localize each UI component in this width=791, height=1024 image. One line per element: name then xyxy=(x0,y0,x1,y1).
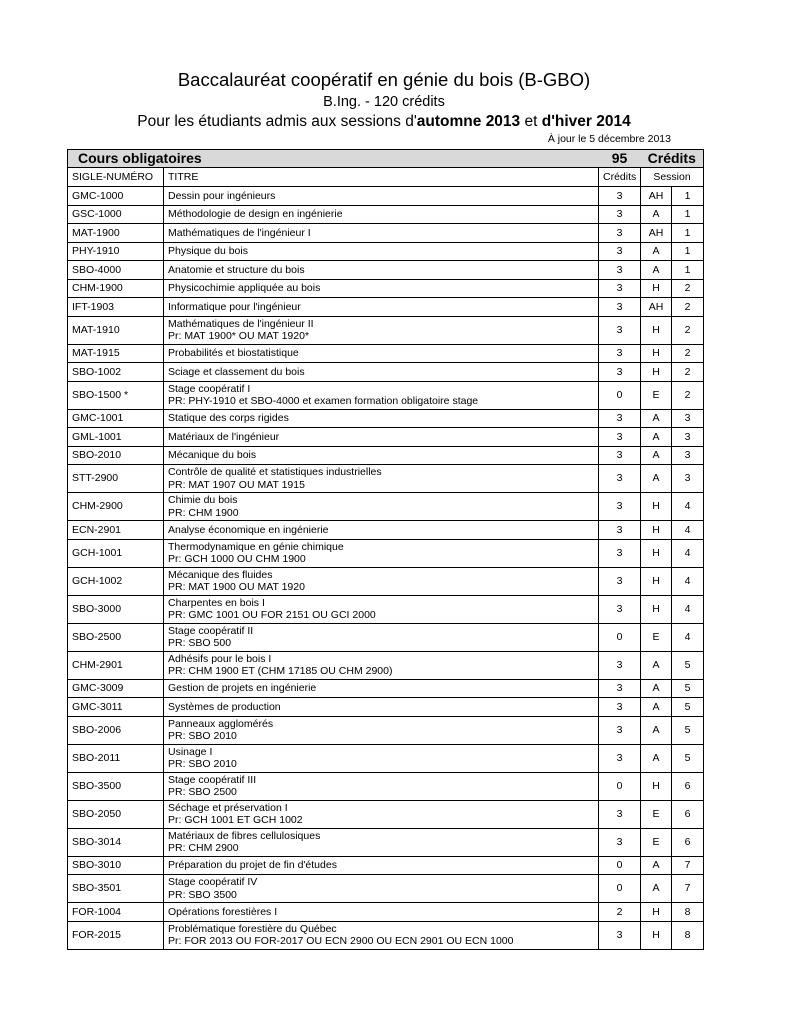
table-row xyxy=(68,298,704,317)
course-prerequisite: Pr: MAT 1900* OU MAT 1920* xyxy=(168,330,310,342)
course-session: H xyxy=(641,921,672,949)
page-subtitle: B.Ing. - 120 crédits xyxy=(323,94,445,110)
course-title: Préparation du projet de fin d'études xyxy=(168,859,337,871)
admission-winter: d'hiver 2014 xyxy=(541,113,631,130)
course-title: Opérations forestières I xyxy=(168,905,278,918)
course-credits: 3 xyxy=(599,521,641,540)
course-credits: 3 xyxy=(599,261,641,280)
course-sigle: GMC-3009 xyxy=(68,679,164,698)
admission-and: et xyxy=(520,113,542,130)
course-title: Physicochimie appliquée au bois xyxy=(168,282,321,294)
course-title: Analyse économique en ingénierie xyxy=(168,523,329,536)
course-title-cell xyxy=(164,856,599,875)
course-title-cell xyxy=(164,242,599,261)
course-sigle: SBO-3014 xyxy=(68,828,164,856)
course-credits: 0 xyxy=(599,875,641,903)
course-title: Probabilités et biostatistique xyxy=(168,347,299,359)
course-title-cell xyxy=(164,363,599,382)
course-title: Stage coopératif III xyxy=(168,773,257,786)
table-row xyxy=(68,856,704,875)
course-title-cell xyxy=(164,716,599,744)
course-term: 5 xyxy=(672,744,704,772)
course-session: A xyxy=(641,242,672,261)
course-title-cell xyxy=(164,344,599,363)
course-prerequisite: PR: CHM 1900 ET (CHM 17185 OU CHM 2900) xyxy=(168,665,393,677)
table-row xyxy=(68,921,704,949)
course-session: E xyxy=(641,800,672,828)
course-sigle: SBO-2010 xyxy=(68,446,164,465)
table-row xyxy=(68,363,704,382)
course-prerequisite: PR: CHM 1900 xyxy=(168,506,239,519)
course-term: 8 xyxy=(672,903,704,922)
course-sigle: GMC-1001 xyxy=(68,409,164,428)
course-session: A xyxy=(641,744,672,772)
table-row xyxy=(68,409,704,428)
course-sigle: GCH-1001 xyxy=(68,539,164,567)
course-sigle: FOR-1004 xyxy=(68,903,164,922)
course-session: H xyxy=(641,772,672,800)
course-title: Systèmes de production xyxy=(168,700,281,713)
course-credits: 3 xyxy=(599,493,641,521)
course-sigle: SBO-3000 xyxy=(68,595,164,623)
course-session: A xyxy=(641,875,672,903)
table-row xyxy=(68,316,704,344)
course-sigle: GMC-1000 xyxy=(68,187,164,206)
course-session: A xyxy=(641,409,672,428)
course-title: Matériaux de l'ingénieur xyxy=(168,430,280,443)
table-row xyxy=(68,623,704,651)
course-title-cell xyxy=(164,187,599,206)
course-prerequisite: PR: MAT 1900 OU MAT 1920 xyxy=(168,581,305,593)
course-credits: 3 xyxy=(599,744,641,772)
table-row xyxy=(68,800,704,828)
course-term: 1 xyxy=(672,187,704,206)
course-credits: 3 xyxy=(599,828,641,856)
course-sigle: MAT-1910 xyxy=(68,316,164,344)
course-credits: 3 xyxy=(599,409,641,428)
course-title: Contrôle de qualité et statistiques industrielles xyxy=(168,466,382,478)
course-sigle: MAT-1915 xyxy=(68,344,164,363)
table-row xyxy=(68,539,704,567)
course-title: Physique du bois xyxy=(168,245,248,257)
course-title-cell xyxy=(164,409,599,428)
course-title: Stage coopératif IV xyxy=(168,876,258,888)
course-term: 4 xyxy=(672,493,704,521)
section-title: Cours obligatoires xyxy=(68,150,599,168)
table-row xyxy=(68,381,704,409)
course-title: Adhésifs pour le bois I xyxy=(168,652,272,665)
table-row xyxy=(68,744,704,772)
table-row xyxy=(68,242,704,261)
course-credits: 3 xyxy=(599,279,641,298)
course-title-cell xyxy=(164,298,599,317)
course-sigle: MAT-1900 xyxy=(68,224,164,243)
course-credits: 3 xyxy=(599,651,641,679)
course-title: Charpentes en bois I xyxy=(168,596,265,609)
course-prerequisite: Pr: GCH 1000 OU CHM 1900 xyxy=(168,553,306,565)
course-title-cell xyxy=(164,205,599,224)
course-title: Mécanique du bois xyxy=(168,449,257,461)
course-title-cell xyxy=(164,698,599,717)
course-term: 5 xyxy=(672,716,704,744)
course-credits: 3 xyxy=(599,465,641,493)
course-title-cell xyxy=(164,875,599,903)
course-title: Problématique forestière du Québec xyxy=(168,922,337,935)
course-credits: 3 xyxy=(599,921,641,949)
table-row xyxy=(68,521,704,540)
course-term: 5 xyxy=(672,698,704,717)
course-term: 2 xyxy=(672,344,704,363)
course-term: 8 xyxy=(672,921,704,949)
course-term: 6 xyxy=(672,800,704,828)
course-session: E xyxy=(641,381,672,409)
table-row xyxy=(68,698,704,717)
course-title: Panneaux agglomérés xyxy=(168,717,274,730)
course-credits: 3 xyxy=(599,242,641,261)
course-session: H xyxy=(641,521,672,540)
course-title: Sciage et classement du bois xyxy=(168,365,305,378)
course-session: H xyxy=(641,316,672,344)
course-credits: 3 xyxy=(599,316,641,344)
table-row xyxy=(68,567,704,595)
table-row xyxy=(68,828,704,856)
course-credits: 3 xyxy=(599,567,641,595)
course-credits: 0 xyxy=(599,856,641,875)
course-title: Dessin pour ingénieurs xyxy=(168,189,276,202)
table-row xyxy=(68,428,704,447)
page-title: Baccalauréat coopératif en génie du bois (B-GBO) xyxy=(177,69,591,90)
course-session: H xyxy=(641,363,672,382)
table-row xyxy=(68,903,704,922)
course-prerequisite: PR: CHM 2900 xyxy=(168,842,239,854)
course-sigle: SBO-4000 xyxy=(68,261,164,280)
course-session: A xyxy=(641,716,672,744)
table-row xyxy=(68,344,704,363)
course-term: 6 xyxy=(672,828,704,856)
course-term: 2 xyxy=(672,316,704,344)
courses-table xyxy=(67,149,704,950)
course-sigle: CHM-2900 xyxy=(68,493,164,521)
course-title-cell xyxy=(164,679,599,698)
table-row xyxy=(68,446,704,465)
table-row xyxy=(68,875,704,903)
course-term: 5 xyxy=(672,679,704,698)
course-session: AH xyxy=(641,298,672,317)
course-credits: 3 xyxy=(599,679,641,698)
course-prerequisite: PR: GMC 1001 OU FOR 2151 OU GCI 2000 xyxy=(168,609,376,621)
course-title-cell xyxy=(164,493,599,521)
table-row xyxy=(68,595,704,623)
section-credits-total: 95 xyxy=(599,150,641,168)
course-sigle: CHM-1900 xyxy=(68,279,164,298)
course-title-cell xyxy=(164,279,599,298)
course-title-cell xyxy=(164,465,599,493)
course-title-cell xyxy=(164,446,599,465)
admission-prefix: Pour les étudiants admis aux sessions d' xyxy=(137,113,417,130)
course-sigle: IFT-1903 xyxy=(68,298,164,317)
course-title-cell xyxy=(164,772,599,800)
course-credits: 3 xyxy=(599,428,641,447)
course-term: 4 xyxy=(672,539,704,567)
course-prerequisite: Pr: FOR 2013 OU FOR-2017 OU ECN 2900 OU ECN 2901 OU ECN 1000 xyxy=(168,935,514,947)
course-term: 1 xyxy=(672,205,704,224)
course-title-cell xyxy=(164,903,599,922)
course-credits: 3 xyxy=(599,698,641,717)
course-term: 2 xyxy=(672,279,704,298)
course-sigle: SBO-2500 xyxy=(68,623,164,651)
course-sigle: GML-1001 xyxy=(68,428,164,447)
course-session: A xyxy=(641,465,672,493)
course-sigle: GSC-1000 xyxy=(68,205,164,224)
course-title: Chimie du bois xyxy=(168,494,238,506)
course-title-cell xyxy=(164,921,599,949)
course-term: 1 xyxy=(672,261,704,280)
admission-line xyxy=(0,113,768,131)
course-session: A xyxy=(641,651,672,679)
course-title-cell xyxy=(164,316,599,344)
course-term: 4 xyxy=(672,521,704,540)
course-prerequisite: PR: PHY-1910 et SBO-4000 et examen formation obligatoire stage xyxy=(168,395,479,407)
course-sigle: SBO-2006 xyxy=(68,716,164,744)
course-session: H xyxy=(641,567,672,595)
course-title-cell xyxy=(164,428,599,447)
course-title-cell xyxy=(164,224,599,243)
table-row xyxy=(68,651,704,679)
course-session: H xyxy=(641,493,672,521)
course-credits: 3 xyxy=(599,205,641,224)
course-title: Statique des corps rigides xyxy=(168,412,289,424)
course-sigle: SBO-1002 xyxy=(68,363,164,382)
course-credits: 3 xyxy=(599,539,641,567)
course-sigle: GCH-1002 xyxy=(68,567,164,595)
course-title: Mathématiques de l'ingénieur I xyxy=(168,226,311,239)
course-credits: 0 xyxy=(599,381,641,409)
course-title-cell xyxy=(164,800,599,828)
admission-fall: automne 2013 xyxy=(416,113,521,130)
course-session: AH xyxy=(641,187,672,206)
course-term: 2 xyxy=(672,298,704,317)
course-credits: 3 xyxy=(599,595,641,623)
course-title: Séchage et préservation I xyxy=(168,801,288,814)
course-title: Méthodologie de design en ingénierie xyxy=(168,208,343,220)
course-session: A xyxy=(641,679,672,698)
table-row xyxy=(68,465,704,493)
course-title-cell xyxy=(164,381,599,409)
course-sigle: ECN-2901 xyxy=(68,521,164,540)
course-term: 5 xyxy=(672,651,704,679)
table-row xyxy=(68,261,704,280)
course-session: A xyxy=(641,428,672,447)
course-term: 7 xyxy=(672,875,704,903)
course-session: H xyxy=(641,279,672,298)
course-sigle: STT-2900 xyxy=(68,465,164,493)
table-row xyxy=(68,224,704,243)
course-title-cell xyxy=(164,261,599,280)
course-term: 3 xyxy=(672,446,704,465)
course-credits: 3 xyxy=(599,446,641,465)
course-session: H xyxy=(641,344,672,363)
course-credits: 3 xyxy=(599,716,641,744)
course-title-cell xyxy=(164,828,599,856)
column-header-row xyxy=(68,168,704,187)
course-sigle: SBO-3501 xyxy=(68,875,164,903)
course-term: 2 xyxy=(672,363,704,382)
course-title-cell xyxy=(164,595,599,623)
course-credits: 0 xyxy=(599,772,641,800)
course-session: H xyxy=(641,595,672,623)
course-sigle: GMC-3011 xyxy=(68,698,164,717)
course-credits: 3 xyxy=(599,363,641,382)
course-prerequisite: PR: SBO 500 xyxy=(168,637,232,649)
course-term: 3 xyxy=(672,465,704,493)
course-title: Mécanique des fluides xyxy=(168,568,273,581)
course-prerequisite: PR: SBO 2500 xyxy=(168,786,237,798)
course-title: Stage coopératif I xyxy=(168,382,251,395)
course-credits: 0 xyxy=(599,623,641,651)
course-session: AH xyxy=(641,224,672,243)
course-sigle: SBO-1500 * xyxy=(68,381,164,409)
course-prerequisite: PR: SBO 3500 xyxy=(168,888,237,901)
course-title-cell xyxy=(164,521,599,540)
course-term: 2 xyxy=(672,381,704,409)
table-row xyxy=(68,716,704,744)
course-sigle: SBO-2011 xyxy=(68,744,164,772)
course-session: A xyxy=(641,698,672,717)
course-title: Informatique pour l'ingénieur xyxy=(168,300,301,313)
course-credits: 3 xyxy=(599,298,641,317)
course-session: A xyxy=(641,856,672,875)
course-title: Stage coopératif II xyxy=(168,624,254,637)
course-sigle: PHY-1910 xyxy=(68,242,164,261)
course-title-cell xyxy=(164,539,599,567)
course-term: 4 xyxy=(672,567,704,595)
course-sigle: SBO-3010 xyxy=(68,856,164,875)
course-title-cell xyxy=(164,623,599,651)
course-sigle: FOR-2015 xyxy=(68,921,164,949)
table-row xyxy=(68,205,704,224)
column-header-sigle: SIGLE-NUMÉRO xyxy=(68,168,164,187)
update-date: À jour le 5 décembre 2013 xyxy=(547,133,671,145)
course-term: 6 xyxy=(672,772,704,800)
course-title: Thermodynamique en génie chimique xyxy=(168,540,344,553)
course-title-cell xyxy=(164,567,599,595)
course-credits: 3 xyxy=(599,224,641,243)
course-prerequisite: PR: MAT 1907 OU MAT 1915 xyxy=(168,478,305,491)
column-header-titre: TITRE xyxy=(164,168,599,187)
course-session: A xyxy=(641,446,672,465)
course-title: Anatomie et structure du bois xyxy=(168,263,305,276)
course-credits: 2 xyxy=(599,903,641,922)
course-title-cell xyxy=(164,651,599,679)
course-term: 1 xyxy=(672,242,704,261)
course-title: Matériaux de fibres cellulosiques xyxy=(168,829,321,842)
table-row xyxy=(68,493,704,521)
course-prerequisite: PR: SBO 2010 xyxy=(168,758,237,770)
course-session: A xyxy=(641,205,672,224)
course-term: 4 xyxy=(672,595,704,623)
course-term: 3 xyxy=(672,428,704,447)
course-title: Mathématiques de l'ingénieur II xyxy=(168,317,314,330)
course-credits: 3 xyxy=(599,344,641,363)
section-header xyxy=(68,150,704,168)
column-header-credits: Crédits xyxy=(599,168,641,187)
course-session: H xyxy=(641,903,672,922)
course-sigle: CHM-2901 xyxy=(68,651,164,679)
course-session: E xyxy=(641,828,672,856)
course-title: Gestion de projets en ingénierie xyxy=(168,682,317,694)
course-session: H xyxy=(641,539,672,567)
table-row xyxy=(68,187,704,206)
course-term: 3 xyxy=(672,409,704,428)
course-term: 7 xyxy=(672,856,704,875)
course-title-cell xyxy=(164,744,599,772)
course-credits: 3 xyxy=(599,800,641,828)
table-row xyxy=(68,279,704,298)
table-row xyxy=(68,679,704,698)
course-session: E xyxy=(641,623,672,651)
course-title: Usinage I xyxy=(168,745,213,758)
course-term: 1 xyxy=(672,224,704,243)
course-session: A xyxy=(641,261,672,280)
course-prerequisite: Pr: GCH 1001 ET GCH 1002 xyxy=(168,814,303,826)
course-sigle: SBO-2050 xyxy=(68,800,164,828)
table-row xyxy=(68,772,704,800)
course-term: 4 xyxy=(672,623,704,651)
course-sigle: SBO-3500 xyxy=(68,772,164,800)
course-prerequisite: PR: SBO 2010 xyxy=(168,730,237,742)
course-credits: 3 xyxy=(599,187,641,206)
section-credits-label: Crédits xyxy=(641,150,704,168)
column-header-session: Session xyxy=(641,168,704,187)
